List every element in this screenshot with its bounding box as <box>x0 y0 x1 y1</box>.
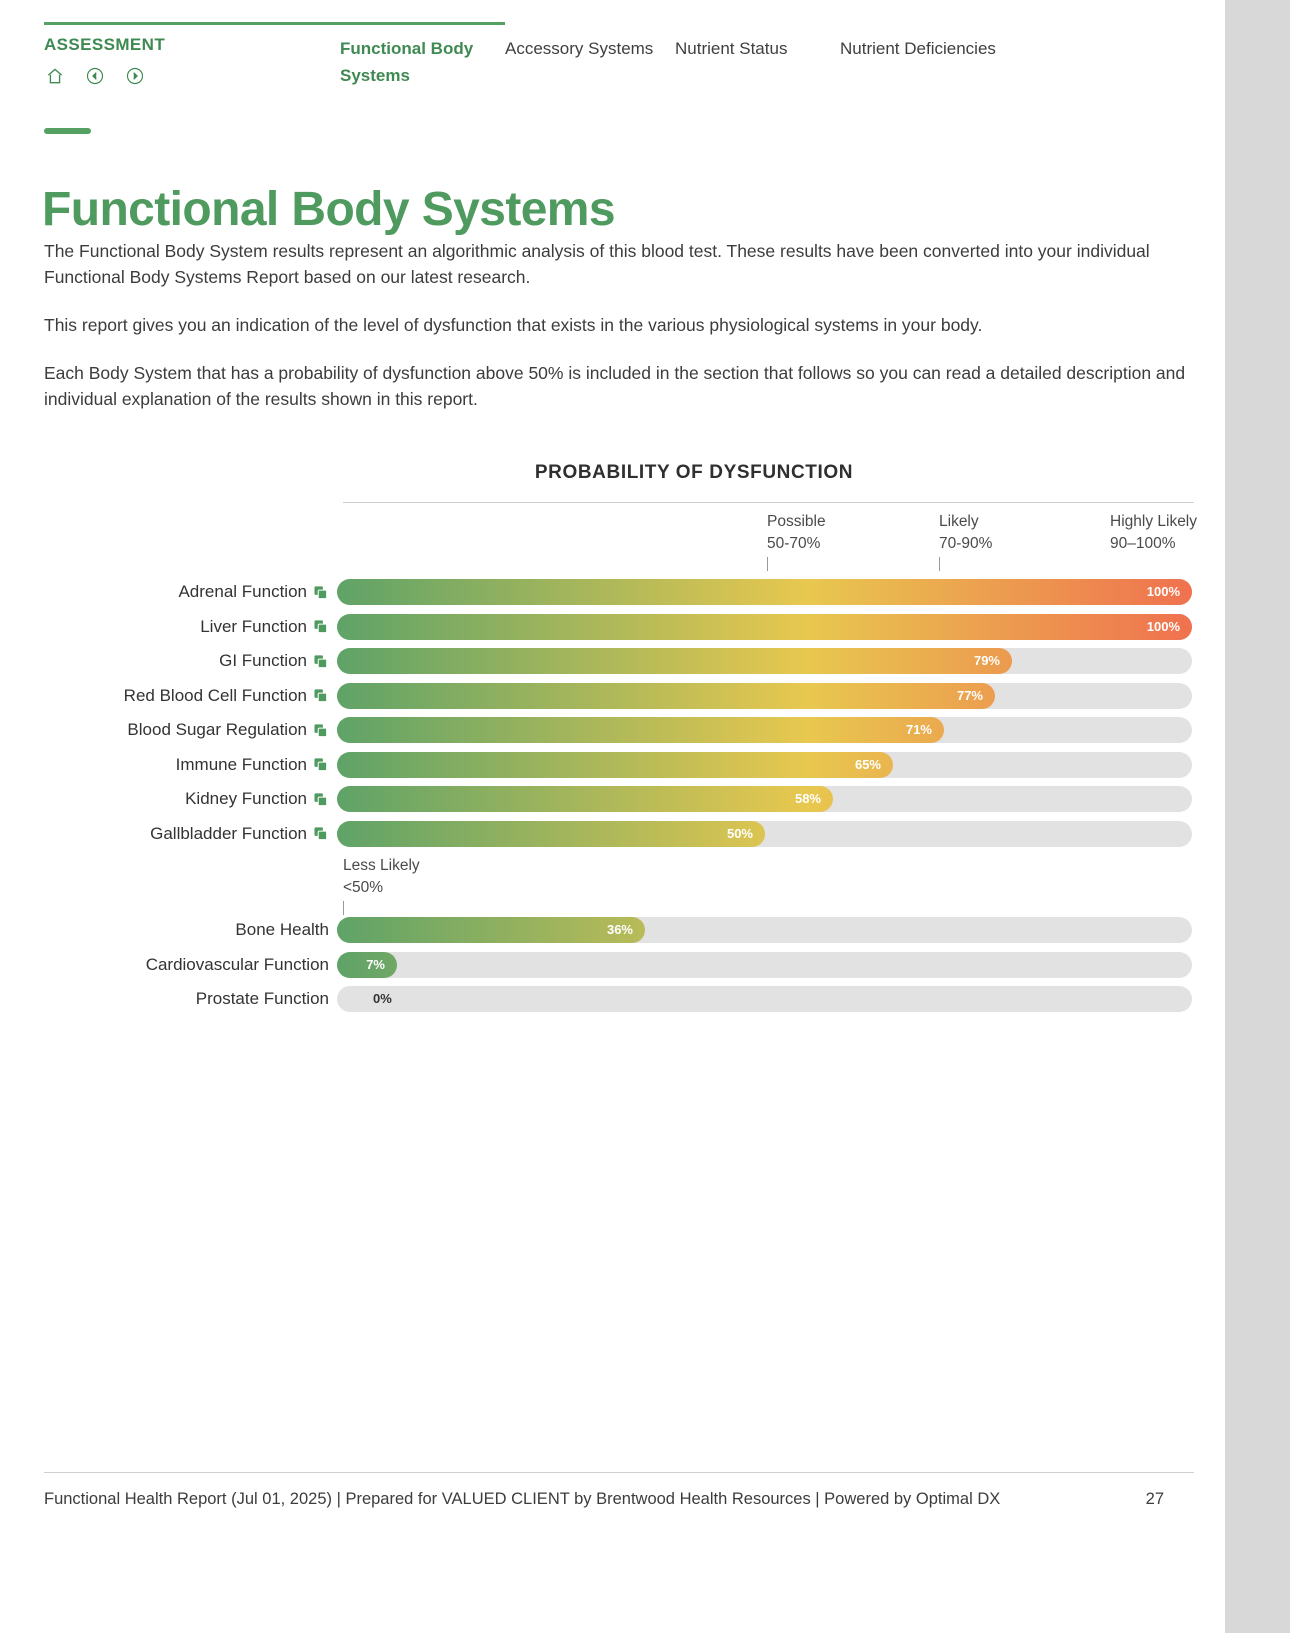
bar-label[interactable] <box>44 651 337 671</box>
bar-label[interactable] <box>44 755 337 775</box>
bar-row <box>44 982 1194 1017</box>
bar-row <box>44 948 1194 983</box>
bar-value-label: 7% <box>366 956 385 972</box>
bar-group-above-threshold <box>44 575 1194 851</box>
legend-likely-range: 70-90% <box>939 535 993 552</box>
bar-fill <box>337 917 645 943</box>
bar-track <box>337 683 1192 709</box>
bar-value-label: 77% <box>956 687 983 703</box>
bar-label-text: Gallbladder Function <box>150 823 307 843</box>
bar-fill <box>337 752 893 778</box>
jump-to-section-icon[interactable] <box>314 619 329 634</box>
bar-fill <box>337 821 765 847</box>
legend-likely <box>939 511 1059 571</box>
bar-row <box>44 679 1194 714</box>
legend-less-likely-label: Less Likely <box>343 857 420 874</box>
bar-group-below-threshold <box>44 913 1194 1017</box>
bar-label[interactable] <box>44 720 337 740</box>
nav-section-assessment <box>44 22 340 87</box>
legend-highly-likely-range: 90–100% <box>1110 535 1176 552</box>
bar-label-text: Kidney Function <box>185 789 307 809</box>
bar-value-label: 58% <box>794 791 821 807</box>
chart-scale-legend <box>343 503 1198 575</box>
bar-value-label: 71% <box>905 722 932 738</box>
intro-paragraph-1: The Functional Body System results represent an algorithmic analysis of this blood test. These results have been converted into your individual Functional Body Systems Report based on our latest research. <box>44 241 1150 287</box>
intro-paragraph-2: This report gives you an indication of the level of dysfunction that exists in the various physiological systems in your body. <box>44 315 983 335</box>
bar-fill <box>337 717 944 743</box>
bar-fill <box>337 614 1192 640</box>
jump-to-section-icon[interactable] <box>314 585 329 600</box>
bar-label-text: GI Function <box>219 651 307 671</box>
bar-label-text: Red Blood Cell Function <box>123 685 307 705</box>
legend-less-likely-tick <box>343 901 344 915</box>
nav-tabs <box>340 22 1194 89</box>
bar-label-text: Blood Sugar Regulation <box>127 720 307 740</box>
page-edge <box>1225 0 1290 1633</box>
legend-less-likely <box>343 855 463 915</box>
legend-likely-tick <box>939 557 940 571</box>
nav-icon-row <box>44 65 340 87</box>
intro-text <box>44 238 1192 434</box>
bar-row <box>44 913 1194 948</box>
bar-row <box>44 782 1194 817</box>
footer-text: Functional Health Report (Jul 01, 2025) | Prepared for VALUED CLIENT by Brentwood Health Resources | Powered by Optimal DX <box>44 1490 1001 1508</box>
jump-to-section-icon[interactable] <box>314 654 329 669</box>
legend-highly-likely-label: Highly Likely <box>1110 513 1198 530</box>
bar-fill <box>337 683 995 709</box>
bar-label-text: Prostate Function <box>195 989 329 1009</box>
bar-value-label: 50% <box>726 825 753 841</box>
bar-label-text: Liver Function <box>200 616 307 636</box>
bar-label-text: Immune Function <box>175 754 307 774</box>
bar-label <box>44 989 337 1009</box>
bar-value-label: 65% <box>854 756 881 772</box>
bar-label[interactable] <box>44 582 337 602</box>
bar-label-text: Cardiovascular Function <box>145 954 329 974</box>
page-footer <box>44 1490 1194 1509</box>
bar-fill <box>337 648 1012 674</box>
jump-to-section-icon[interactable] <box>314 688 329 703</box>
bar-track <box>337 786 1192 812</box>
bar-row <box>44 610 1194 645</box>
bar-label[interactable] <box>44 686 337 706</box>
next-page-icon[interactable] <box>124 65 146 87</box>
jump-to-section-icon[interactable] <box>314 826 329 841</box>
title-accent-rule <box>44 128 91 134</box>
bar-label-text: Bone Health <box>235 920 329 940</box>
bar-value-label: 79% <box>973 653 1000 669</box>
bar-fill <box>337 986 363 1012</box>
bar-track <box>337 648 1192 674</box>
bar-label-text: Adrenal Function <box>178 582 307 602</box>
home-icon[interactable] <box>44 65 66 87</box>
bar-track <box>337 986 1192 1012</box>
bar-track <box>337 952 1192 978</box>
bar-row <box>44 817 1194 852</box>
bar-fill <box>337 786 833 812</box>
tab-functional-body-systems[interactable]: Functional Body Systems <box>340 22 505 89</box>
bar-row <box>44 713 1194 748</box>
probability-chart <box>44 462 1198 1017</box>
top-navigation <box>44 22 1194 89</box>
tab-nutrient-deficiencies[interactable]: Nutrient Deficiencies <box>840 39 996 58</box>
bar-track <box>337 614 1192 640</box>
legend-less-likely-block <box>343 851 1194 913</box>
legend-possible-range: 50-70% <box>767 535 821 552</box>
legend-less-likely-range: <50% <box>343 879 384 896</box>
tab-accessory-systems[interactable]: Accessory Systems <box>505 39 654 58</box>
tab-nutrient-status[interactable]: Nutrient Status <box>675 39 788 58</box>
bar-track <box>337 717 1192 743</box>
previous-page-icon[interactable] <box>84 65 106 87</box>
bar-track <box>337 579 1192 605</box>
bar-value-label: 36% <box>606 922 633 938</box>
legend-possible <box>767 511 887 571</box>
jump-to-section-icon[interactable] <box>314 757 329 772</box>
bar-track <box>337 917 1192 943</box>
bar-label[interactable] <box>44 824 337 844</box>
assessment-label: ASSESSMENT <box>44 35 166 54</box>
legend-possible-label: Possible <box>767 513 826 530</box>
jump-to-section-icon[interactable] <box>314 723 329 738</box>
bar-row <box>44 748 1194 783</box>
bar-track <box>337 821 1192 847</box>
bar-label[interactable] <box>44 617 337 637</box>
legend-possible-tick <box>767 557 768 571</box>
bar-fill <box>337 579 1192 605</box>
bar-value-label: 100% <box>1146 584 1180 600</box>
legend-likely-label: Likely <box>939 513 979 530</box>
footer-page-number: 27 <box>1145 1490 1164 1508</box>
bar-row <box>44 575 1194 610</box>
jump-to-section-icon[interactable] <box>314 792 329 807</box>
bar-row <box>44 644 1194 679</box>
legend-highly-likely <box>1110 511 1230 555</box>
bar-label <box>44 920 337 940</box>
intro-paragraph-3: Each Body System that has a probability of dysfunction above 50% is included in the section that follows so you can read a detailed description and individual explanation of the results shown in this report. <box>44 363 1186 409</box>
bar-value-label: 100% <box>1146 618 1180 634</box>
page-title: Functional Body Systems <box>42 183 615 237</box>
chart-title: PROBABILITY OF DYSFUNCTION <box>534 462 854 483</box>
bar-value-label: 0% <box>373 991 392 1007</box>
bar-label <box>44 955 337 975</box>
bar-label[interactable] <box>44 789 337 809</box>
bar-track <box>337 752 1192 778</box>
footer-divider <box>44 1472 1194 1473</box>
